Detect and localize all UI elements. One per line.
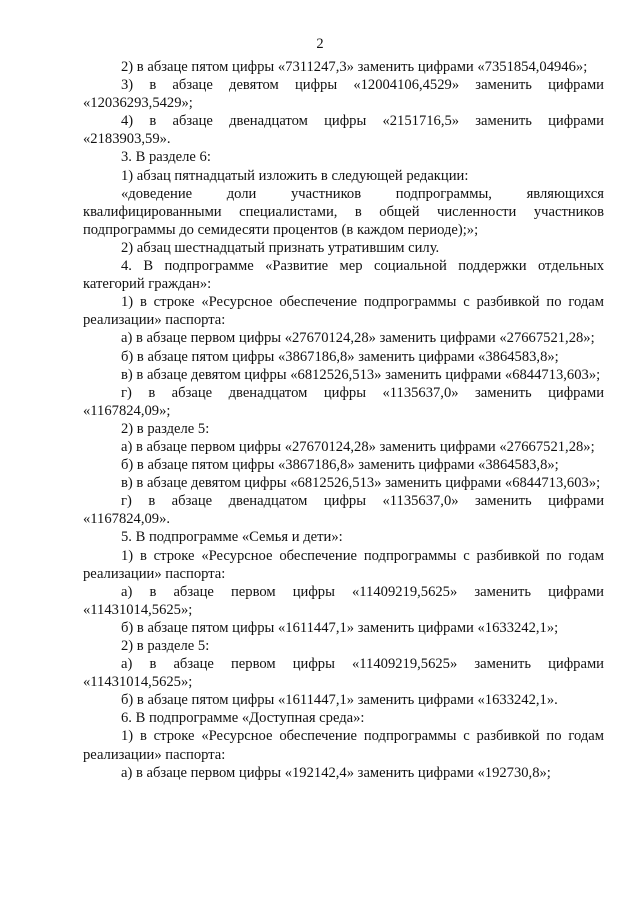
paragraph: 2) в разделе 5:	[121, 420, 210, 437]
page-number: 2	[316, 36, 324, 52]
paragraph: в) в абзаце девятом цифры «6812526,513» заменить цифрами «6844713,603»;	[121, 475, 601, 492]
paragraph: 4. В подпрограмме «Развитие мер социальной поддержки отдельных категорий граждан»:	[83, 258, 604, 293]
paragraph: а) в абзаце первом цифры «11409219,5625» заменить цифрами «11431014,5625»;	[83, 583, 604, 618]
paragraph: 2) абзац шестнадцатый признать утратившим силу.	[121, 239, 440, 256]
paragraph: 2) в абзаце пятом цифры «7311247,3» заменить цифрами «7351854,04946»;	[121, 59, 588, 75]
paragraph: б) в абзаце пятом цифры «1611447,1» заменить цифрами «1633242,1»;	[121, 619, 559, 636]
paragraph: 1) абзац пятнадцатый изложить в следующей редакции:	[121, 167, 469, 184]
paragraph: 3) в абзаце девятом цифры «12004106,4529» заменить цифрами «12036293,5429»;	[83, 77, 604, 112]
paragraph: 4) в абзаце двенадцатом цифры «2151716,5» заменить цифрами «2183903,59».	[83, 113, 604, 148]
paragraph: а) в абзаце первом цифры «11409219,5625» заменить цифрами «11431014,5625»;	[83, 656, 604, 691]
paragraph: б) в абзаце пятом цифры «1611447,1» заменить цифрами «1633242,1».	[121, 692, 558, 709]
paragraph: г) в абзаце двенадцатом цифры «1135637,0» заменить цифрами «1167824,09».	[83, 493, 604, 528]
paragraph: 3. В разделе 6:	[121, 149, 211, 166]
paragraph: 1) в строке «Ресурсное обеспечение подпрограммы с разбивкой по годам реализации» паспорта:	[83, 728, 604, 763]
paragraph: г) в абзаце двенадцатом цифры «1135637,0» заменить цифрами «1167824,09»;	[83, 384, 604, 419]
paragraph: 2) в разделе 5:	[121, 638, 210, 654]
paragraph: 1) в строке «Ресурсное обеспечение подпрограммы с разбивкой по годам реализации» паспорта:	[83, 294, 604, 329]
paragraph: б) в абзаце пятом цифры «3867186,8» заменить цифрами «3864583,8»;	[121, 457, 559, 474]
paragraph: 6. В подпрограмме «Доступная среда»:	[121, 710, 365, 727]
paragraph: а) в абзаце первом цифры «27670124,28» заменить цифрами «27667521,28»;	[121, 330, 595, 347]
paragraph: а) в абзаце первом цифры «192142,4» заменить цифрами «192730,8»;	[121, 764, 551, 781]
paragraph: б) в абзаце пятом цифры «3867186,8» заменить цифрами «3864583,8»;	[121, 348, 559, 365]
paragraph: «доведение доли участников подпрограммы, являющихся квалифицированными специалистами, в общей численности участников подпрограммы до семидесяти процентов (в каждом периоде);»;	[83, 185, 604, 238]
paragraph: а) в абзаце первом цифры «27670124,28» заменить цифрами «27667521,28»;	[121, 438, 595, 455]
paragraph: в) в абзаце девятом цифры «6812526,513» заменить цифрами «6844713,603»;	[121, 366, 601, 383]
paragraph: 1) в строке «Ресурсное обеспечение подпрограммы с разбивкой по годам реализации» паспорта:	[83, 547, 604, 582]
paragraph: 5. В подпрограмме «Семья и дети»:	[121, 529, 343, 546]
document-body	[83, 58, 604, 782]
